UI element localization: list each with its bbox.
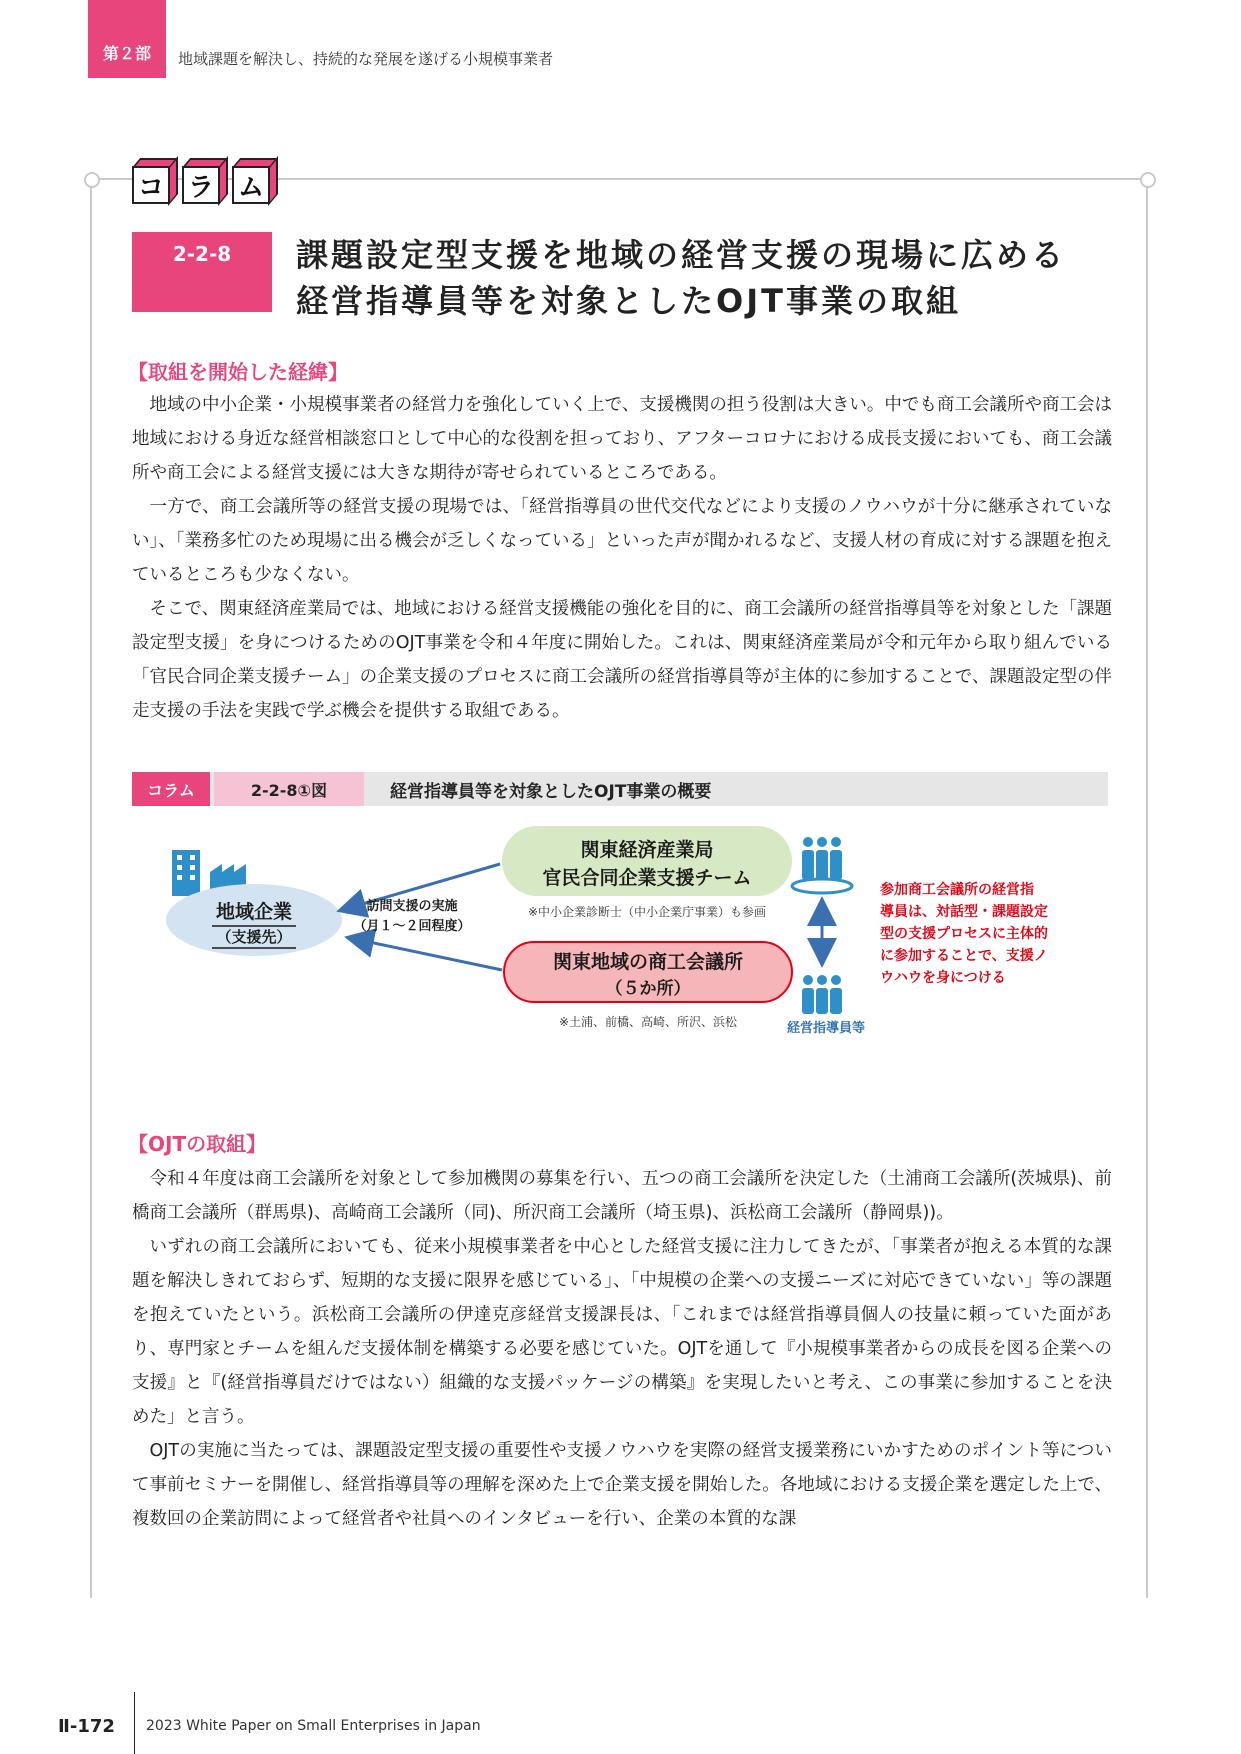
figure-caption-bar (132, 772, 1108, 806)
column-number: 2-2-8 (132, 232, 272, 312)
chamber-note: ※土浦、前橋、高崎、所沢、浜松 (558, 1015, 738, 1029)
staff-icon (802, 975, 842, 1014)
building-icon (172, 850, 200, 896)
meti-label: 関東経済産業局 (580, 839, 714, 861)
column-cube-2: ラ (182, 158, 228, 204)
section-body-background: 地域の中小企業・小規模事業者の経営力を強化していく上で、支援機関の担う役割は大きい。中でも商工会議所や商工会は地域における身近な経営相談窓口として中心的な役割を担っており、アフターコロナにおける成長支援においても、商工会議所や商工会による経営支援には大きな期待が寄せられているところである。 一方で、商工会議所等の経営支援の現場では、「経営指導員の世代交代などにより支援のノウハウが十分に継承されていない」、「業務多忙のため現場に出る機会が乏しくなっている」といった声が聞かれるなど、支援人材の育成に対する課題を抱えているところも少なくない。 そこで、関東経済産業局では、地域における経営支援機能の強化を目的に、商工会議所の経営指導員等を対象とした「課題設定型支援」を身につけるためのOJT事業を令和４年度に開始した。これは、関東経済産業局が令和元年から取り組んでいる「官民合同企業支援チーム」の企業支援のプロセスに商工会議所の経営指導員等が主体的に参加することで、課題設定型の伴走支援の手法を実践で学ぶ機会を提供する取組である。 (132, 395, 1112, 721)
column-cube-1: コ (132, 158, 178, 204)
figure-title: 経営指導員等を対象としたOJT事業の概要 (390, 781, 712, 802)
callout-text (880, 881, 1048, 986)
ojt-diagram (0, 820, 1241, 1080)
frame-corner-left (84, 172, 100, 188)
section-heading-background: 【取組を開始した経緯】 (128, 360, 348, 384)
svg-text:導員は、対話型・課題設定: 導員は、対話型・課題設定 (880, 904, 1048, 920)
chamber-label: 関東地域の商工会議所 (552, 951, 744, 973)
section-heading-ojt: 【OJTの取組】 (128, 1132, 267, 1156)
section-body-ojt: 令和４年度は商工会議所を対象として参加機関の募集を行い、五つの商工会議所を決定した（土浦商工会議所(茨城県)、前橋商工会議所（群馬県)、高崎商工会議所（同)、所沢商工会議所（埼玉県)、浜松商工会議所（静岡県))。 いずれの商工会議所においても、従来小規模事業者を中心とした経営支援に注力してきたが、「事業者が抱える本質的な課題を解決しきれておらず、短期的な支援に限界を感じている」、「中規模の企業への支援ニーズに対応できていない」等の課題を抱えていたという。浜松商工会議所の伊達克彦経営支援課長は、「これまでは経営指導員個人の技量に頼っていた面があり、専門家とチームを組んだ支援体制を構築する必要を感じていた。OJTを通して『小規模事業者からの成長を図る企業への支援』と『(経営指導員だけではない）組織的な支援パッケージの構築』を実現したいと考え、この事業に参加することを決めた」と言う。 OJTの実施に当たっては、課題設定型支援の重要性や支援ノウハウを実際の経営支援業務にいかすためのポイント等について事前セミナーを開催し、経営指導員等の理解を深めた上で企業支援を開始した。各地域における支援企業を選定した上で、複数回の企業訪問によって経営者や社員へのインタビューを行い、企業の本質的な課 (132, 1169, 1112, 1529)
staff-label: 経営指導員等 (786, 1021, 866, 1036)
arrow-chamber-to-company (350, 938, 502, 970)
svg-text:に参加することで、支援ノ: に参加することで、支援ノ (880, 948, 1048, 964)
frame-corner-right (1140, 172, 1156, 188)
figure-tag: コラム (132, 772, 210, 806)
page-number: Ⅱ-172 (58, 1716, 115, 1737)
visit-frequency: （月１～２回程度） (353, 919, 471, 934)
header-subtitle: 地域課題を解決し、持続的な発展を遂げる小規模事業者 (178, 50, 554, 68)
svg-text:参加商工会議所の経営指: 参加商工会議所の経営指 (880, 882, 1034, 898)
column-cube-3: ム (232, 158, 278, 204)
company-sublabel: （支援先） (216, 928, 292, 946)
svg-text:型の支援プロセスに主体的: 型の支援プロセスに主体的 (880, 926, 1048, 942)
visit-label: 訪問支援の実施 (366, 899, 458, 914)
company-label: 地域企業 (215, 901, 293, 923)
meti-team-label: 官民合同企業支援チーム (542, 867, 752, 889)
team-icon (792, 837, 852, 893)
footer-publication: 2023 White Paper on Small Enterprises in Japan (146, 1718, 481, 1734)
footer-divider (134, 1692, 135, 1754)
chamber-sublabel: （５か所） (605, 979, 691, 999)
part-tab: 第２部 (88, 0, 166, 78)
svg-text:ウハウを身につける: ウハウを身につける (880, 970, 1006, 986)
column-title: 課題設定型支援を地域の経営支援の現場に広める 経営指導員等を対象としたOJT事業の取組 (296, 236, 1067, 320)
figure-number: 2-2-8①図 (214, 772, 364, 806)
meti-note: ※中小企業診断士（中小企業庁事業）も参画 (527, 905, 767, 919)
